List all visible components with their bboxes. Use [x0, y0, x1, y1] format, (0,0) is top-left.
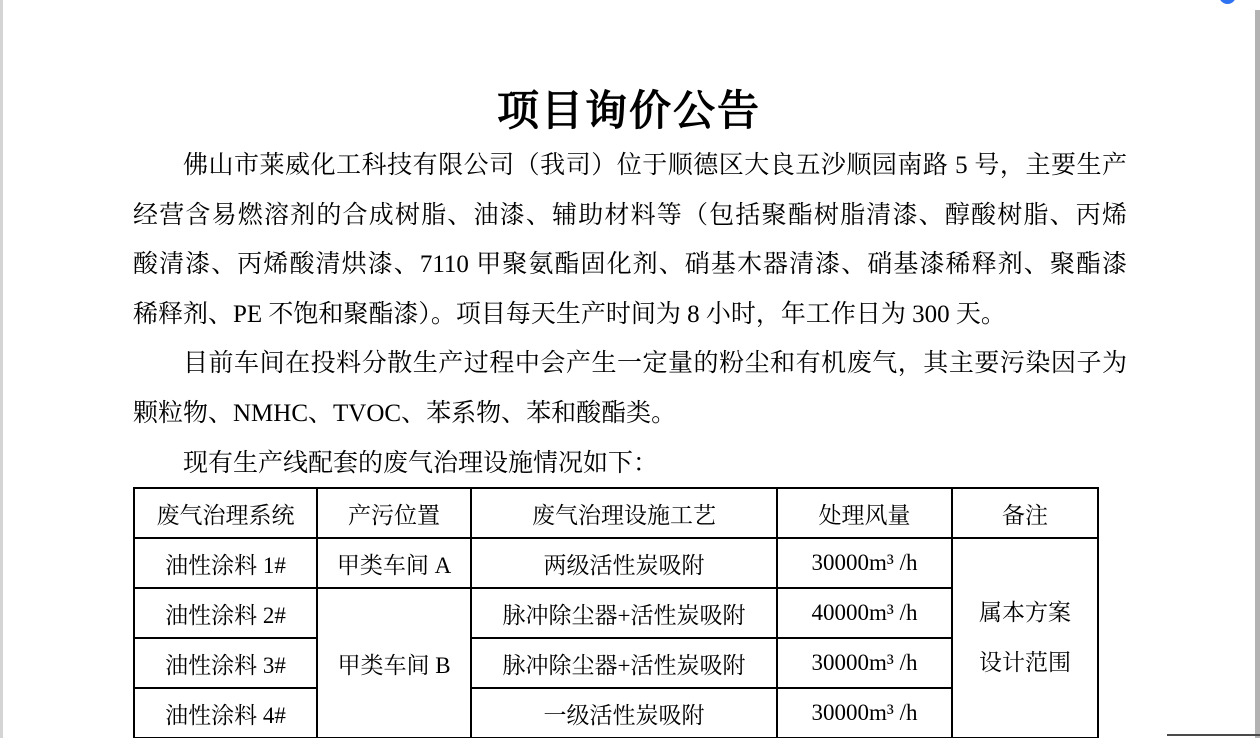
document-page	[3, 0, 1255, 738]
table-header-airflow: 处理风量	[777, 488, 952, 538]
cell-system: 油性涂料 2#	[134, 588, 317, 638]
body-line: 目前车间在投料分散生产过程中会产生一定量的粉尘和有机废气，其主要污染因子为	[183, 350, 1127, 378]
page-edge-left	[0, 0, 3, 738]
cell-system: 油性涂料 4#	[134, 688, 317, 738]
cell-system: 油性涂料 1#	[134, 538, 317, 588]
cell-system: 油性涂料 3#	[134, 638, 317, 688]
remark-line: 设计范围	[979, 650, 1071, 675]
cell-process: 一级活性炭吸附	[471, 688, 777, 738]
cell-location-merged: 甲类车间 B	[317, 588, 471, 738]
cell-airflow: 30000m³ /h	[777, 638, 952, 688]
remark-line: 属本方案	[979, 600, 1071, 625]
table-row	[134, 538, 1098, 588]
cell-process: 脉冲除尘器+活性炭吸附	[471, 638, 777, 688]
scrollbar-track[interactable]	[1255, 10, 1260, 738]
table-header-system: 废气治理系统	[134, 488, 317, 538]
page-title: 项目询价公告	[496, 89, 761, 135]
body-line: 稀释剂、PE 不饱和聚酯漆）。项目每天生产时间为 8 小时，年工作日为 300 天。	[133, 300, 1006, 328]
body-line: 酸清漆、丙烯酸清烘漆、7110 甲聚氨酯固化剂、硝基木器清漆、硝基漆稀释剂、聚酯漆	[133, 251, 1127, 279]
cell-location: 甲类车间 A	[317, 538, 471, 588]
document-body	[133, 141, 1127, 488]
table-header-remark: 备注	[952, 488, 1098, 538]
table-header-row	[134, 488, 1098, 538]
body-line: 佛山市莱威化工科技有限公司（我司）位于顺德区大良五沙顺园南路 5 号，主要生产	[183, 152, 1127, 179]
body-line: 颗粒物、NMHC、TVOC、苯系物、苯和酸酯类。	[133, 399, 677, 427]
table-header-process: 废气治理设施工艺	[471, 488, 777, 538]
body-line: 经营含易燃溶剂的合成树脂、油漆、辅助材料等（包括聚酯树脂清漆、醇酸树脂、丙烯	[133, 201, 1127, 229]
table-header-location: 产污位置	[317, 488, 471, 538]
cell-remark-merged	[952, 538, 1098, 738]
cutoff-element-edge	[1167, 734, 1260, 736]
body-line: 现有生产线配套的废气治理设施情况如下：	[183, 449, 659, 477]
cell-airflow: 40000m³ /h	[777, 588, 952, 638]
cell-process: 脉冲除尘器+活性炭吸附	[471, 588, 777, 638]
cell-airflow: 30000m³ /h	[777, 538, 952, 588]
cell-process: 两级活性炭吸附	[471, 538, 777, 588]
cell-airflow: 30000m³ /h	[777, 688, 952, 738]
waste-gas-treatment-table	[133, 487, 1099, 738]
